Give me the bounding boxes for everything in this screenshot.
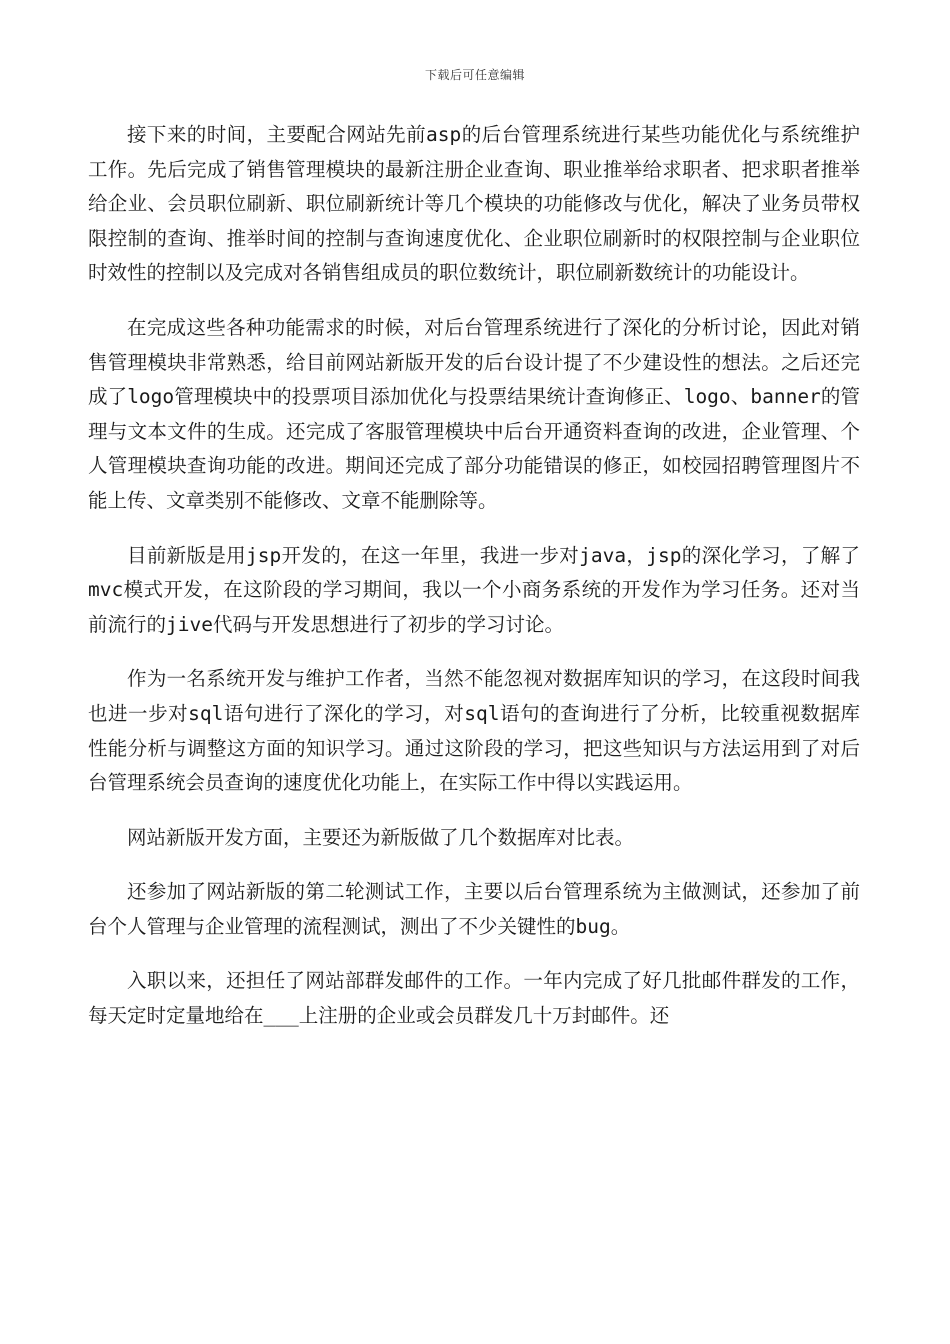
paragraph-5: 网站新版开发方面，主要还为新版做了几个数据库对比表。 [127,825,635,849]
paragraph-6: 还参加了网站新版的第二轮测试工作，主要以后台管理系统为主做测试，还参加了前台个人管理与企业管理的流程测试，测出了不少关键性的bug。 [88,880,860,938]
paragraph-7: 入职以来，还担任了网站部群发邮件的工作。一年内完成了好几批邮件群发的工作，每天定时定量地给在___上注册的企业或会员群发几十万封邮件。还 [88,969,860,1028]
page-header: 下载后可任意编辑 [424,68,525,82]
paragraph-4: 作为一名系统开发与维护工作者，当然不能忽视对数据库知识的学习，在这段时间我也进一步对sql语句进行了深化的学习，对sql语句的查询进行了分析，比较重视数据库性能分析与调整这方面的知识学习。通过这阶段的学习，把这些知识与方法运用到了对后台管理系统会员查询的速度优化功能上，在实际工作中得以实践运用。 [88,667,860,795]
paragraph-1: 接下来的时间，主要配合网站先前asp的后台管理系统进行某些功能优化与系统维护工作。先后完成了销售管理模块的最新注册企业查询、职业推举给求职者、把求职者推举给企业、会员职位刷新、职位刷新统计等几个模块的功能修改与优化，解决了业务员带权限控制的查询、推举时间的控制与查询速度优化、企业职位刷新时的权限控制与企业职位时效性的控制以及完成对各销售组成员的职位数统计，职位刷新数统计的功能设计。 [88,123,860,285]
document-body [88,118,860,1054]
paragraph-3: 目前新版是用jsp开发的，在这一年里，我进一步对java，jsp的深化学习，了解了mvc模式开发，在这阶段的学习期间，我以一个小商务系统的开发作为学习任务。还对当前流行的jive代码与开发思想进行了初步的学习讨论。 [88,543,860,636]
paragraph-2: 在完成这些各种功能需求的时候，对后台管理系统进行了深化的分析讨论，因此对销售管理模块非常熟悉，给目前网站新版开发的后台设计提了不少建设性的想法。之后还完成了logo管理模块中的投票项目添加优化与投票结果统计查询修正、logo、banner的管理与文本文件的生成。还完成了客服管理模块中后台开通资料查询的改进，企业管理、个人管理模块查询功能的改进。期间还完成了部分功能错误的修正，如校园招聘管理图片不能上传、文章类别不能修改、文章不能删除等。 [88,315,860,512]
